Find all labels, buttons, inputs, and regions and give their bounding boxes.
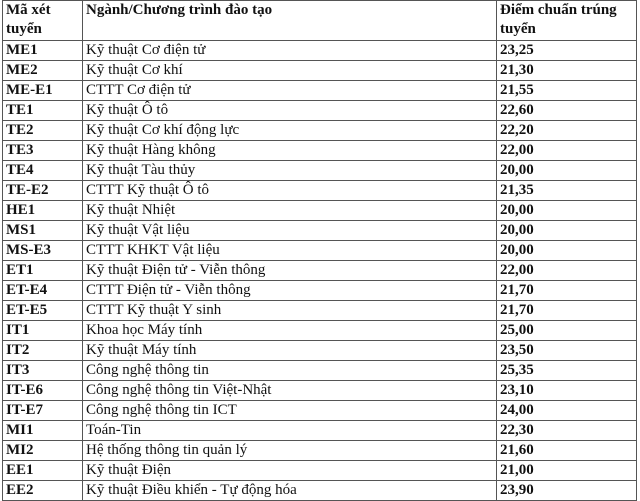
program-cell: Kỹ thuật Cơ khí động lực (83, 121, 497, 141)
table-row (3, 181, 637, 201)
code-cell: HE1 (3, 201, 83, 221)
program-cell: Kỹ thuật Ô tô (83, 101, 497, 121)
program-cell: Kỹ thuật Cơ khí (83, 61, 497, 81)
score-cell: 22,60 (497, 101, 637, 121)
header-score: Điểm chuẩn trúng tuyển (497, 1, 637, 41)
score-cell: 23,10 (497, 381, 637, 401)
table-row (3, 141, 637, 161)
score-cell: 23,50 (497, 341, 637, 361)
score-cell: 23,25 (497, 41, 637, 61)
program-cell: CTTT Kỹ thuật Ô tô (83, 181, 497, 201)
table-header-row (3, 1, 637, 41)
program-cell: CTTT KHKT Vật liệu (83, 241, 497, 261)
table-body (3, 41, 637, 501)
header-program: Ngành/Chương trình đào tạo (83, 1, 497, 41)
program-cell: Kỹ thuật Điện tử - Viễn thông (83, 261, 497, 281)
table-row (3, 81, 637, 101)
code-cell: IT-E7 (3, 401, 83, 421)
table-row (3, 41, 637, 61)
program-cell: Kỹ thuật Vật liệu (83, 221, 497, 241)
table-row (3, 481, 637, 501)
score-cell: 20,00 (497, 161, 637, 181)
code-cell: ET1 (3, 261, 83, 281)
code-cell: MS-E3 (3, 241, 83, 261)
score-cell: 21,30 (497, 61, 637, 81)
score-cell: 22,30 (497, 421, 637, 441)
admission-scores-table (2, 0, 637, 501)
code-cell: ET-E4 (3, 281, 83, 301)
program-cell: CTTT Cơ điện tử (83, 81, 497, 101)
code-cell: IT2 (3, 341, 83, 361)
score-cell: 25,00 (497, 321, 637, 341)
code-cell: IT3 (3, 361, 83, 381)
score-cell: 21,00 (497, 461, 637, 481)
code-cell: EE1 (3, 461, 83, 481)
code-cell: MI2 (3, 441, 83, 461)
code-cell: ME2 (3, 61, 83, 81)
score-cell: 22,00 (497, 261, 637, 281)
score-cell: 20,00 (497, 201, 637, 221)
table-row (3, 381, 637, 401)
table-row (3, 61, 637, 81)
code-cell: EE2 (3, 481, 83, 501)
score-cell: 21,55 (497, 81, 637, 101)
table-row (3, 221, 637, 241)
program-cell: Hệ thống thông tin quản lý (83, 441, 497, 461)
table-row (3, 301, 637, 321)
score-cell: 25,35 (497, 361, 637, 381)
program-cell: Kỹ thuật Máy tính (83, 341, 497, 361)
table-row (3, 321, 637, 341)
program-cell: Kỹ thuật Cơ điện tử (83, 41, 497, 61)
score-cell: 24,00 (497, 401, 637, 421)
score-cell: 21,70 (497, 281, 637, 301)
program-cell: Toán-Tin (83, 421, 497, 441)
table-row (3, 161, 637, 181)
code-cell: ET-E5 (3, 301, 83, 321)
code-cell: IT1 (3, 321, 83, 341)
score-cell: 20,00 (497, 221, 637, 241)
table-row (3, 461, 637, 481)
program-cell: CTTT Điện tử - Viễn thông (83, 281, 497, 301)
score-cell: 21,60 (497, 441, 637, 461)
table-row (3, 201, 637, 221)
program-cell: Công nghệ thông tin (83, 361, 497, 381)
score-cell: 21,70 (497, 301, 637, 321)
score-cell: 23,90 (497, 481, 637, 501)
program-cell: CTTT Kỹ thuật Y sinh (83, 301, 497, 321)
program-cell: Công nghệ thông tin Việt-Nhật (83, 381, 497, 401)
score-cell: 21,35 (497, 181, 637, 201)
table-row (3, 241, 637, 261)
program-cell: Kỹ thuật Hàng không (83, 141, 497, 161)
code-cell: TE1 (3, 101, 83, 121)
program-cell: Kỹ thuật Tàu thủy (83, 161, 497, 181)
program-cell: Khoa học Máy tính (83, 321, 497, 341)
program-cell: Kỹ thuật Điện (83, 461, 497, 481)
table-row (3, 261, 637, 281)
code-cell: TE3 (3, 141, 83, 161)
program-cell: Công nghệ thông tin ICT (83, 401, 497, 421)
header-code: Mã xét tuyển (3, 1, 83, 41)
table-row (3, 441, 637, 461)
table-row (3, 101, 637, 121)
score-cell: 20,00 (497, 241, 637, 261)
program-cell: Kỹ thuật Điều khiển - Tự động hóa (83, 481, 497, 501)
table-row (3, 361, 637, 381)
score-cell: 22,00 (497, 141, 637, 161)
code-cell: ME1 (3, 41, 83, 61)
score-cell: 22,20 (497, 121, 637, 141)
table-row (3, 121, 637, 141)
code-cell: TE-E2 (3, 181, 83, 201)
code-cell: TE4 (3, 161, 83, 181)
program-cell: Kỹ thuật Nhiệt (83, 201, 497, 221)
table-row (3, 281, 637, 301)
code-cell: MS1 (3, 221, 83, 241)
table-row (3, 421, 637, 441)
code-cell: ME-E1 (3, 81, 83, 101)
table-row (3, 341, 637, 361)
code-cell: MI1 (3, 421, 83, 441)
table-row (3, 401, 637, 421)
code-cell: TE2 (3, 121, 83, 141)
code-cell: IT-E6 (3, 381, 83, 401)
